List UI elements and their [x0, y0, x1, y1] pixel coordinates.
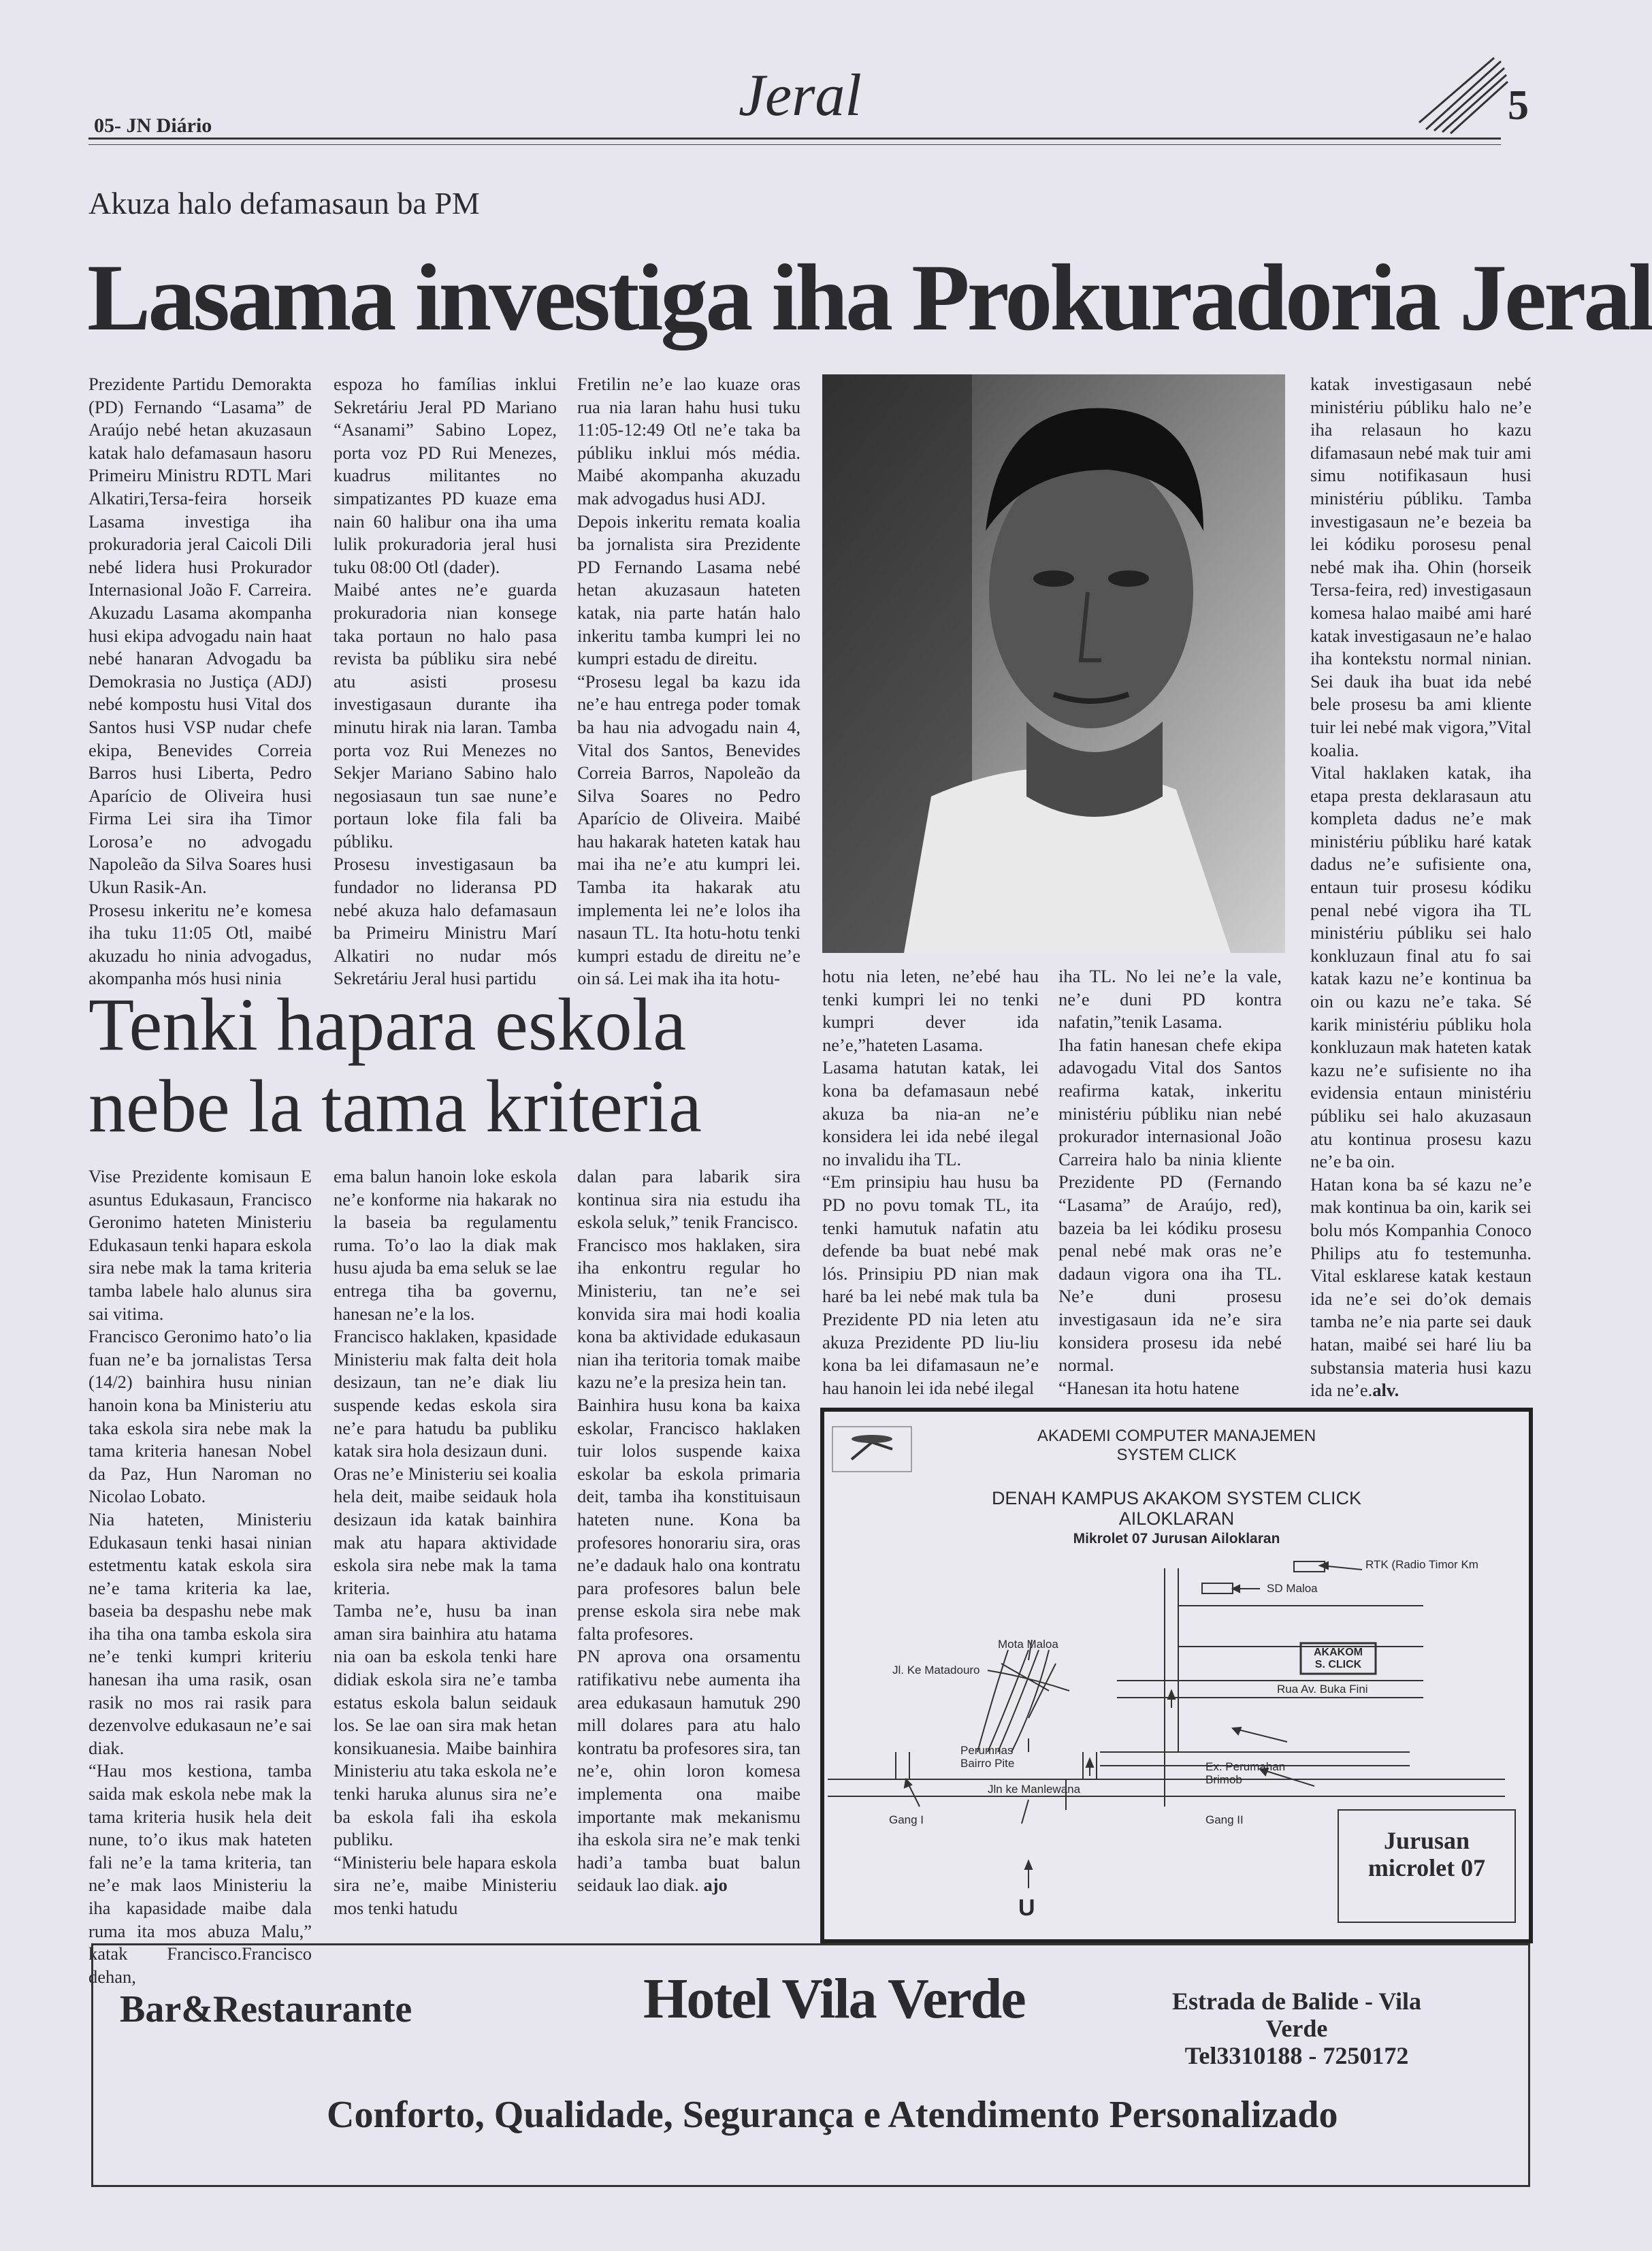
paragraph: “Hau mos kestiona, tamba saida mak eskola nebe mak la tama kriteria husik hela deit nune, to’o ikus mak hateten fali ne’e la tama kriteria, tan ne’e mak laos Ministeriu la iha kapasidade maibe dala ruma ita mos abuza Malu,” katak Francisco.Francisco dehan, — [88, 1760, 312, 1987]
ad-address-line1: Estrada de Balide - Vila Verde — [1171, 1988, 1422, 2042]
map-denah-title: DENAH KAMPUS AKAKOM SYSTEM CLICK — [991, 1488, 1362, 1508]
ad-bar-restaurant: Bar&Restaurante — [120, 1988, 412, 2030]
map-title-line2: SYSTEM CLICK — [1116, 1446, 1237, 1464]
map-label-mota-maloa: Mota Maloa — [998, 1638, 1058, 1651]
map-title-line1: AKADEMI COMPUTER MANAJEMEN — [1037, 1427, 1316, 1445]
map-label-ex-perumahan — [1205, 1760, 1285, 1786]
hatch-ornament-icon — [1419, 54, 1508, 136]
section-title: Jeral — [739, 63, 862, 129]
paragraph — [577, 1645, 800, 1897]
header-rule — [88, 137, 1501, 140]
map-label-akakom-line1: AKAKOM — [1314, 1647, 1363, 1658]
article2-column-3 — [577, 1165, 800, 1941]
article-column-5 — [1058, 965, 1282, 1401]
map-route-box — [1338, 1827, 1515, 1881]
map-label-gang2: Gang II — [1205, 1813, 1244, 1826]
paragraph: Prezidente Partidu Demorakta (PD) Fernando “Lasama” de Araújo nebé hetan akuzasaun katak halo defamasaun hasoru Primeiru Ministru RDTL Mari Alkatiri,Tersa-feira horseik Lasama investiga iha prokuradoria jeral Caicoli Dili nebé lidera husi Prokurador Internasional João F. Carreira. Akuzadu Lasama akompanha husi ekipa advogadu nain haat nebé hanaran Advogadu ba Demokrasia no Justiça (ADJ) nebé kompostu husi Vital dos Santos husi VSP nudar chefe ekipa, Benevides Correia Barros husi Liberta, Pedro Aparício de Oliveira husi Firma Lei sira iha Timor Lorosa’e no advogadu Napoleão da Silva Soares husi Ukun Rasik-An. — [88, 374, 312, 898]
paragraph: Francisco mos haklaken, sira iha enkontru regular ho Ministeriu, tan ne’e sei konvida sira mai hodi koalia kona ba aktividade edukasaun nian iha teritoria tomak maibe kazu ne’e la presiza hein tan. — [577, 1234, 800, 1393]
map-route-line2: microlet 07 — [1367, 1854, 1486, 1881]
page-number: 5 — [1508, 82, 1529, 129]
paragraph: Bainhira husu kona ba kaixa eskolar, Francisco haklaken tuir lolos suspende kaixa eskolar ba eskola primaria deit, tamba iha konstituisaun hateten nune. Kona ba profesores honorariu sira, oras ne’e dadauk halo ona kontratu para profesores balun bele prense eskola sira nebe mak falta profesores. — [577, 1394, 800, 1644]
map-label-akakom — [1304, 1647, 1372, 1671]
paragraph: “Prosesu legal ba kazu ida ne’e hau entrega poder tomak ba hau nia advogadu nain 4, Vital dos Santos, Benevides Correia Barros, Napoleão da Silva Soares no Pedro Aparício de Oliveira. Maibé hau hakarak hateten katak hau mai iha ne’e atu kumpri lei. Tamba ita hakarak atu implementa lei ne’e lolos iha nasaun TL. Ita hotu-hotu tenki kumpri estadu de direitu ne’e oin sá. Lei mak iha ita hotu- — [577, 670, 800, 989]
paragraph: Tamba ne’e, husu ba inan aman sira bainhira atu hatama nia oan ba eskola tenki hare didiak eskola sira ne’e tamba estatus eskola balun seidauk los. Se lae oan sira mak hetan konsikuanesia. Maibe bainhira Ministeriu atu taka eskola ne’e tenki haruka alunus sira ne’e ba eskola fali iha eskola publiku. — [334, 1600, 557, 1850]
map-denah-route: Mikrolet 07 Jurusan Ailoklaran — [1073, 1531, 1280, 1546]
publication-name: 05- JN Diário — [94, 114, 212, 137]
header-rule-thin — [88, 144, 1501, 145]
map-label-perumnas-line2: Bairro Pite — [960, 1757, 1015, 1770]
paragraph: Nia hateten, Ministeriu Edukasaun tenki hasai ninian estetmentu katak eskola sira ne’e tama kriteria ka lae, baseia ba despashu nebe mak iha tiha ona tamba eskola sira ne’e tenki kumpri kriteriu hanesan iha uma rasik, osan rasik no mos rai rasik para dezenvolve edukasaun ne’e sai diak. — [88, 1508, 312, 1758]
paragraph: Francisco haklaken, kpasidade Ministeriu mak falta deit hola desizaun, tan ne’e diak liu suspende kedas eskola sira ne’e para hatudu ba publiku katak sira hola desizaun duni. — [334, 1326, 557, 1461]
article-kicker: Akuza halo defamasaun ba PM — [88, 186, 480, 221]
map-label-manlewana: Jln ke Manlewana — [988, 1783, 1081, 1796]
author-signature: ajo — [703, 1875, 728, 1896]
paragraph: Maibé antes ne’e guarda prokuradoria nian konsege taka portaun no halo pasa revista ba públiku sira nebé atu asisti prosesu investigasaun durante iha minutu hirak nia laran. Tamba porta voz Rui Menezes no Sekjer Mariano Sabino halo negosiasaun tun sae nune’e portaun loke fila fali ba públiku. — [334, 579, 557, 852]
ad-hotel-name: Hotel Vila Verde — [643, 1967, 1025, 2030]
paragraph: “Em prinsipiu hau husu ba PD no povu tomak TL, ita tenki hamutuk nafatin atu defende ba buat nebé mak lós. Prinsipiu PD nian mak haré ba lei nebé mak tula ba Prezidente PD nia leten atu akuza Prezidente PD liu-liu kona ba lei difamasaun ne’e hau hanoin lei ida nebé ilegal — [822, 1171, 1039, 1398]
article-column-1 — [88, 373, 312, 989]
paragraph: “Hanesan ita hotu hatene — [1058, 1377, 1240, 1398]
paragraph: Prosesu investigasaun ba fundador no lideransa PD nebé akuza halo defamasaun ba Primeiru Ministru Marí Alkatiri no nudar mós Sekretáriu Jeral husi partidu — [334, 854, 557, 989]
paragraph: Oras ne’e Ministeriu sei koalia hela deit, maibe seidauk hola desizaun ida katak bainhira mak atu hapara aktividade eskola sira nebe mak la tama kriteria. — [334, 1463, 557, 1598]
campus-map-ad — [820, 1408, 1533, 1943]
map-label-sd-maloa: SD Maloa — [1267, 1582, 1318, 1595]
paragraph-text: Hatan kona ba sé kazu ne’e mak kontinua ba oin, karik sei bolu mós Kompanhia Conoco Philips atu fo testemunha. Vital esklarese katak kestaun ida ne’e sei do’ok demais tamba ne’e nia parte sei dauk hatan, maibé sei haré liu ba substansia materia husi kazu ida ne’e. — [1310, 1173, 1532, 1401]
ad-phone: Tel3310188 - 7250172 — [1184, 2042, 1409, 2069]
article2-headline — [88, 984, 810, 1147]
portrait-photo — [822, 374, 1285, 953]
ad-slogan: Conforto, Qualidade, Segurança e Atendimento Personalizado — [327, 2094, 1338, 2136]
map-north-marker: U — [1018, 1895, 1035, 1921]
paragraph: hotu nia leten, ne’ebé hau tenki kumpri lei no tenki kumpri dever ida ne’e,”hateten Lasama. — [822, 966, 1039, 1055]
paragraph: ema balun hanoin loke eskola ne’e konforme nia hakarak no la baseia ba regulamentu ruma. To’o lao la diak mak husu ajuda ba ema seluk se lae entrega tiha ba governu, hanesan ne’e la los. — [334, 1166, 557, 1324]
map-label-rtk: RTK (Radio Timor Km — [1365, 1558, 1478, 1571]
map-label-rua: Rua Av. Buka Fini — [1277, 1683, 1368, 1696]
map-label-matadouro: Jl. Ke Matadouro — [892, 1664, 980, 1677]
paragraph-text: PN aprova ona orsamentu ratifikativu nebe aumenta iha area edukasaun hamutuk 290 mill dolares para atu halo kontratu ba profesores sira, tan ne’e, ohin loron komesa implementa ona maibe importante mak mekanismu iha eskola sira ne’e mak tenki hadi’a tamba buat balun seidauk lao diak. — [577, 1646, 800, 1896]
paragraph: Iha fatin hanesan chefe ekipa adavogadu Vital dos Santos reafirma katak, inkeritu ministériu públiku nian nebé prokurador internasional João Carreira halo ba ninia kliente Prezidente PD (Fernando “Lasama” de Araújo, red), bazeia ba lei kódiku prosesu penal nebé mak oras ne’e dadaun vigora ona iha TL. Ne’e duni prosesu investigasaun ida ne’e sira konsidera prosesu ida nebé normal. — [1058, 1034, 1282, 1376]
author-signature: alv. — [1372, 1380, 1399, 1401]
map-label-gang1: Gang I — [889, 1813, 924, 1826]
paragraph: Depois inkeritu remata koalia ba jornalista sira Prezidente PD Fernando Lasama nebé hetan akuzasaun hateten katak, nia parte hatán halo inkeritu tamba kumpri lei no kumpri estadu de direitu. — [577, 511, 800, 669]
article-column-2 — [334, 373, 557, 989]
paragraph: katak investigasaun nebé ministériu públiku halo ne’e iha relasaun ho kazu difamasaun nebé mak tuir ami simu notifikasaun husi ministériu públiku. Tamba investigasaun ne’e bezeia ba lei kódiku porosesu penal nebé mak iha. Ohin (horseik Tersa-feira, red) investigasaun komesa halao maibé ami haré katak investigasaun ne’e halao iha kontekstu normal ninian. Sei dauk iha buat ida nebé bele prosesu ba ami kliente tuir lei nebé mak vigora,”Vital koalia. — [1310, 374, 1532, 760]
paragraph: Prosesu inkeritu ne’e komesa iha tuku 11:05 Otl, maibé akuzadu ho ninia advogadus, akompanha mós husi ninia — [88, 899, 312, 989]
paragraph: Francisco Geronimo hato’o lia fuan ne’e ba jornalistas Tersa (14/2) bainhira husu ninian hanoin kona ba Ministeriu atu taka eskola sira nebe mak la tama kriteria hanesan Nobel da Paz, Hun Naroman no Nicolao Lobato. — [88, 1326, 312, 1507]
article2-column-1 — [88, 1165, 312, 1987]
paragraph: dalan para labarik sira kontinua sira nia estudu iha eskola seluk,” tenik Francisco. — [577, 1166, 800, 1233]
map-label-perumnas-line1: Perumnas — [960, 1744, 1014, 1757]
paragraph: espoza ho famílias inklui Sekretáriu Jeral PD Mariano “Asanami” Sabino Lopez, porta voz PD Rui Menezes, kuadrus militantes no simpatizantes PD kuaze ema nain 60 halibur ona iha uma lulik prokuradoria jeral husi tuku 08:00 Otl (dader). — [334, 374, 557, 577]
map-label-perumnas — [960, 1744, 1014, 1770]
ad-address — [1154, 1988, 1440, 2069]
map-label-ex-line1: Ex. Perumahan — [1205, 1760, 1286, 1773]
article-headline: Lasama investiga iha Prokuradoria Jeral — [87, 245, 1652, 351]
map-label-akakom-line2: S. CLICK — [1314, 1659, 1362, 1670]
paragraph: iha TL. No lei ne’e la vale, ne’e duni PD kontra nafatin,”tenik Lasama. — [1058, 966, 1282, 1033]
article2-headline-line2: nebe la tama kriteria — [88, 1065, 702, 1148]
paragraph: Vital haklaken katak, iha etapa presta deklarasaun atu kompleta dadus ne’e mak ministériu públiku haré katak dadus ne’e sufisiente ona, entaun tuir prosesu kódiku penal nebé vigora iha TL ministériu públiku sei halo konkluzaun final atu fo sai katak kazu ne’e kontinua ba oin ou kazu ne’e taka. Sé karik ministériu públiku hola konkluzaun mak hateten katak kazu ne’e sufisiente no iha evidensia entaun ministériu públiku sei halo akuzasaun atu kontinua prosesu kazu ne’e ba oin. — [1310, 762, 1532, 1172]
paragraph: Fretilin ne’e lao kuaze oras rua nia laran hahu husi tuku 11:05-12:49 Otl ne’e taka ba públiku inklui mós média. Maibé akompanha akuzadu mak advogadus husi ADJ. — [577, 374, 800, 508]
map-label-ex-line2: Brimob — [1205, 1773, 1242, 1786]
article-column-3 — [577, 373, 800, 989]
article-column-4 — [822, 965, 1039, 1401]
map-route-line1: Jurusan — [1383, 1827, 1470, 1854]
paragraph: “Ministeriu bele hapara eskola sira ne’e, maibe Ministeriu mos tenki hatudu — [334, 1851, 557, 1918]
article-column-6 — [1310, 373, 1532, 1401]
map-denah-area: AILOKLARAN — [1118, 1508, 1235, 1529]
paragraph: Lasama hatutan katak, lei kona ba defamasaun nebé akuza ba nia-an ne’e konsidera lei ida nebé ilegal no invalidu iha TL. — [822, 1057, 1039, 1169]
paragraph: Vise Prezidente komisaun E asuntus Edukasaun, Francisco Geronimo hateten Ministeriu Edukasaun tenki hapara eskola sira nebe mak la tama kriteria tamba labele halo alunus sira sai vitima. — [88, 1166, 312, 1324]
paragraph — [1310, 1173, 1532, 1402]
article2-headline-line1: Tenki hapara eskola — [88, 983, 687, 1066]
article2-column-2 — [334, 1165, 557, 1941]
